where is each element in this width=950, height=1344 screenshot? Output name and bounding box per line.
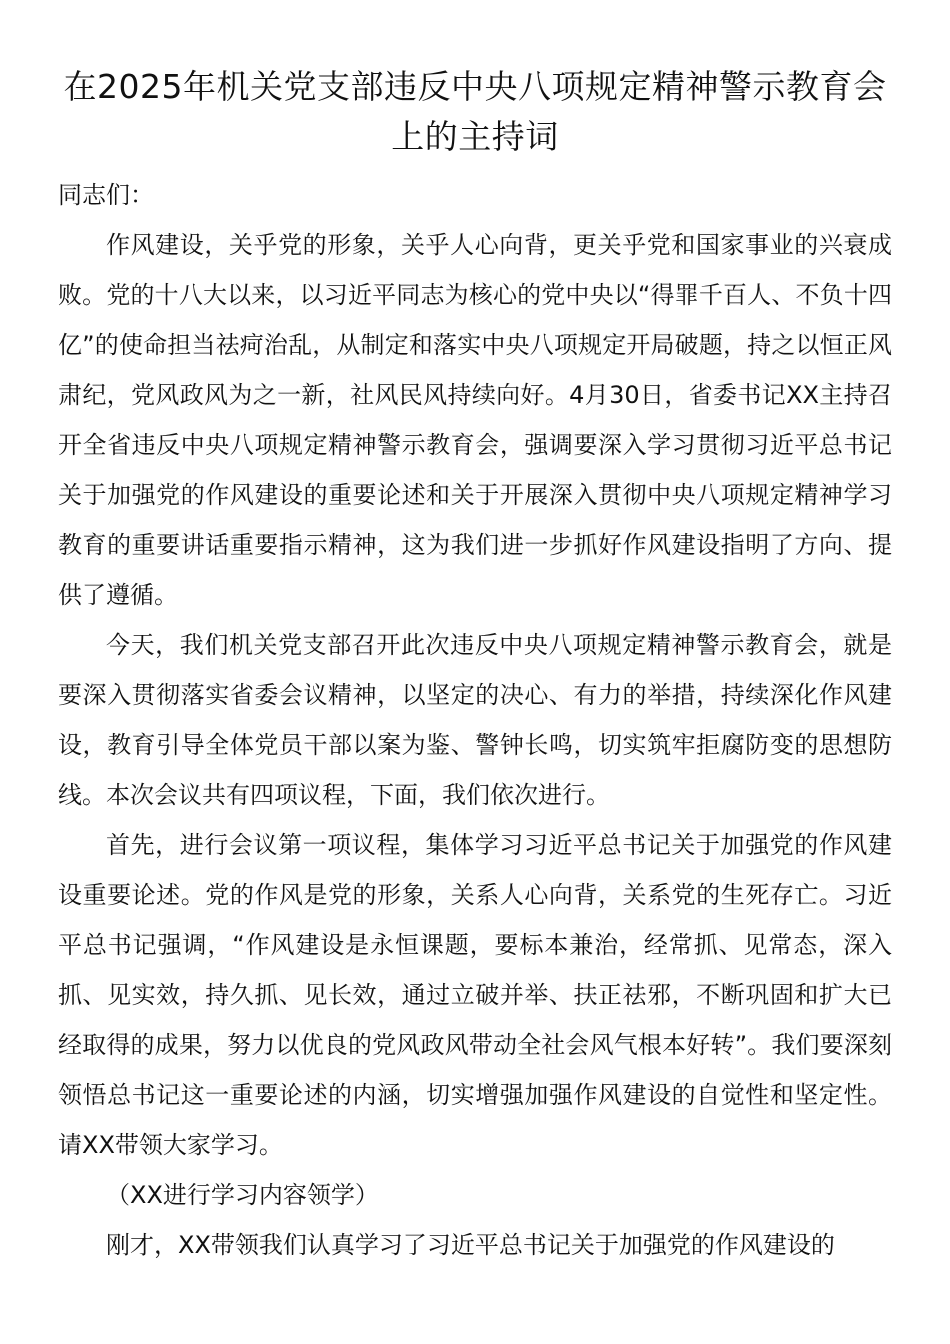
paragraph-2: 今天，我们机关党支部召开此次违反中央八项规定精神警示教育会，就是要深入贯彻落实省委会议精神，以坚定的决心、有力的举措，持续深化作风建设，教育引导全体党员干部以案为鉴、警钟长鸣，切实筑牢拒腐防变的思想防线。本次会议共有四项议程，下面，我们依次进行。	[58, 631, 892, 809]
document-title: 在2025年机关党支部违反中央八项规定精神警示教育会上的主持词	[63, 67, 887, 156]
stage-note: （XX进行学习内容领学）	[106, 1181, 379, 1209]
paragraph-3: 首先，进行会议第一项议程，集体学习习近平总书记关于加强党的作风建设重要论述。党的作风是党的形象，关系人心向背，关系党的生死存亡。习近平总书记强调，“作风建设是永恒课题，要标本兼治，经常抓、见常态，深入抓、见实效，持久抓、见长效，通过立破并举、扶正祛邪，不断巩固和扩大已经取得的成果，努力以优良的党风政风带动全社会风气根本好转”。我们要深刻领悟总书记这一重要论述的内涵，切实增强加强作风建设的自觉性和坚定性。请XX带领大家学习。	[58, 831, 892, 1159]
paragraph-1: 作风建设，关乎党的形象，关乎人心向背，更关乎党和国家事业的兴衰成败。党的十八大以来，以习近平同志为核心的党中央以“得罪千百人、不负十四亿”的使命担当祛疴治乱，从制定和落实中央八项规定开局破题，持之以恒正风肃纪，党风政风为之一新，社风民风持续向好。4月30日，省委书记XX主持召开全省违反中央八项规定精神警示教育会，强调要深入学习贯彻习近平总书记关于加强党的作风建设的重要论述和关于开展深入贯彻中央八项规定精神学习教育的重要讲话重要指示精神，这为我们进一步抓好作风建设指明了方向、提供了遵循。	[58, 231, 892, 609]
paragraph-4: 刚才，XX带领我们认真学习了习近平总书记关于加强党的作风建设的	[106, 1231, 835, 1259]
document-page	[58, 62, 892, 1270]
salutation: 同志们：	[58, 181, 154, 209]
